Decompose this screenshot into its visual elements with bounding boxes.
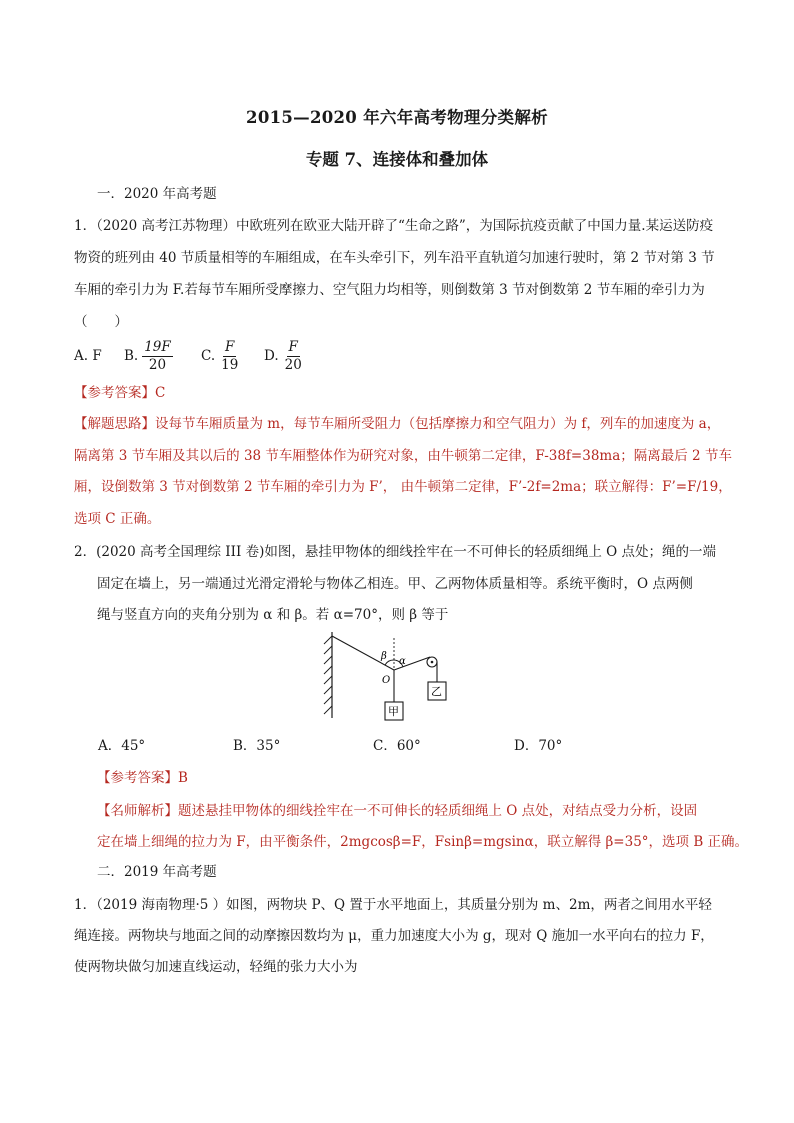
q1-option-c-label: C. xyxy=(201,348,216,364)
q1-option-b-denominator: 20 xyxy=(148,356,167,373)
q1-line-1: 1．（2020 高考江苏物理）中欧班列在欧亚大陆开辟了“生命之路”，为国际抗疫贡献了中国力量.某运送防疫 xyxy=(74,218,714,234)
q2-option-d: D．70° xyxy=(514,738,563,754)
section-heading-2019: 二．2019 年高考题 xyxy=(97,864,217,880)
beta-label: β xyxy=(381,651,387,662)
wall-hatching xyxy=(324,636,332,714)
q1-option-b-numerator: 19F xyxy=(144,338,171,355)
mass-jia-label: 甲 xyxy=(388,705,399,718)
q1-option-c-denominator: 19 xyxy=(221,356,239,373)
q1-option-c-fraction xyxy=(219,339,240,374)
q1-option-d-fraction xyxy=(283,339,304,374)
alpha-label: α xyxy=(399,656,406,667)
q1-explain-4: 选项 C 正确。 xyxy=(74,511,161,527)
q3-line-1: 1．（2019 海南物理·5 ）如图，两物块 P、Q 置于水平地面上，其质量分别为 m、2m，两者之间用水平轻 xyxy=(74,897,712,913)
q2-line-1: 2．(2020 高考全国理综 III 卷)如图，悬挂甲物体的细线拴牢在一不可伸长的轻质细绳上 O 点处；绳的一端 xyxy=(74,544,717,560)
q2-line-3: 绳与竖直方向的夹角分别为 α 和 β。若 α=70°，则 β 等于 xyxy=(97,607,449,623)
pulley-diagram xyxy=(318,630,458,725)
q2-option-a: A．45° xyxy=(98,738,146,754)
q1-explain-1: 【解题思路】设每节车厢质量为 m，每节车厢所受阻力（包括摩擦力和空气阻力）为 f，列车的加速度为 a， xyxy=(74,416,721,432)
q1-line-3: 车厢的牵引力为 F.若每节车厢所受摩擦力、空气阻力均相等，则倒数第 3 节对倒数第 2 节车厢的牵引力为 xyxy=(74,282,705,298)
q2-line-2: 固定在墙上，另一端通过光滑定滑轮与物体乙相连。甲、乙两物体质量相等。系统平衡时，O 点两侧 xyxy=(97,576,693,592)
q1-option-b xyxy=(124,336,173,376)
q1-options xyxy=(74,336,474,376)
q1-option-d-numerator: F xyxy=(288,338,298,355)
q1-option-c-numerator: F xyxy=(225,338,235,355)
q2-answer: 【参考答案】B xyxy=(97,770,188,786)
q1-option-d xyxy=(264,336,304,376)
q1-line-4: （ ） xyxy=(74,314,128,330)
q1-option-c xyxy=(201,336,240,376)
page-subtitle: 专题 7、连接体和叠加体 xyxy=(305,150,489,169)
point-o-label: O xyxy=(382,675,391,686)
q2-explain-1: 【名师解析】题述悬挂甲物体的细线拴牢在一不可伸长的轻质细绳上 O 点处，对结点受力分析，设固 xyxy=(97,803,698,819)
q2-explain-2: 定在墙上细绳的拉力为 F，由平衡条件，2mgcosβ=F，Fsinβ=mgsinα，联立解得 β=35°，选项 B 正确。 xyxy=(97,834,749,850)
q1-option-b-label: B. xyxy=(124,348,139,364)
q3-line-2: 绳连接。两物块与地面之间的动摩擦因数均为 μ，重力加速度大小为 g，现对 Q 施加一水平向右的拉力 F， xyxy=(74,928,714,944)
pulley-axle xyxy=(431,661,434,664)
q2-option-c: C．60° xyxy=(373,738,421,754)
q3-line-3: 使两物块做匀加速直线运动，轻绳的张力大小为 xyxy=(74,959,358,975)
q2-option-b: B．35° xyxy=(233,738,281,754)
q1-option-a xyxy=(74,336,102,376)
mass-yi-label: 乙 xyxy=(431,685,442,698)
q1-option-b-fraction xyxy=(142,339,173,374)
q1-explain-2: 隔离第 3 节车厢及其以后的 38 节车厢整体作为研究对象，由牛顿第二定律，F-38f=38ma；隔离最后 2 节车 xyxy=(74,448,732,464)
q1-line-2: 物资的班列由 40 节质量相等的车厢组成，在车头牵引下，列车沿平直轨道匀加速行驶时，第 2 节对第 3 节 xyxy=(74,250,715,266)
page-title: 2015—2020 年六年高考物理分类解析 xyxy=(246,108,548,127)
q1-answer: 【参考答案】C xyxy=(74,385,166,401)
q1-explain-3: 厢，设倒数第 3 节对倒数第 2 节车厢的牵引力为 F’， 由牛顿第二定律，F’-2f=2ma；联立解得：F’=F/19， xyxy=(74,479,732,495)
section-heading-2020: 一．2020 年高考题 xyxy=(97,186,217,202)
q1-option-d-denominator: 20 xyxy=(284,356,302,373)
q1-option-d-label: D. xyxy=(264,348,279,364)
q1-option-a-text: A. F xyxy=(74,348,102,364)
